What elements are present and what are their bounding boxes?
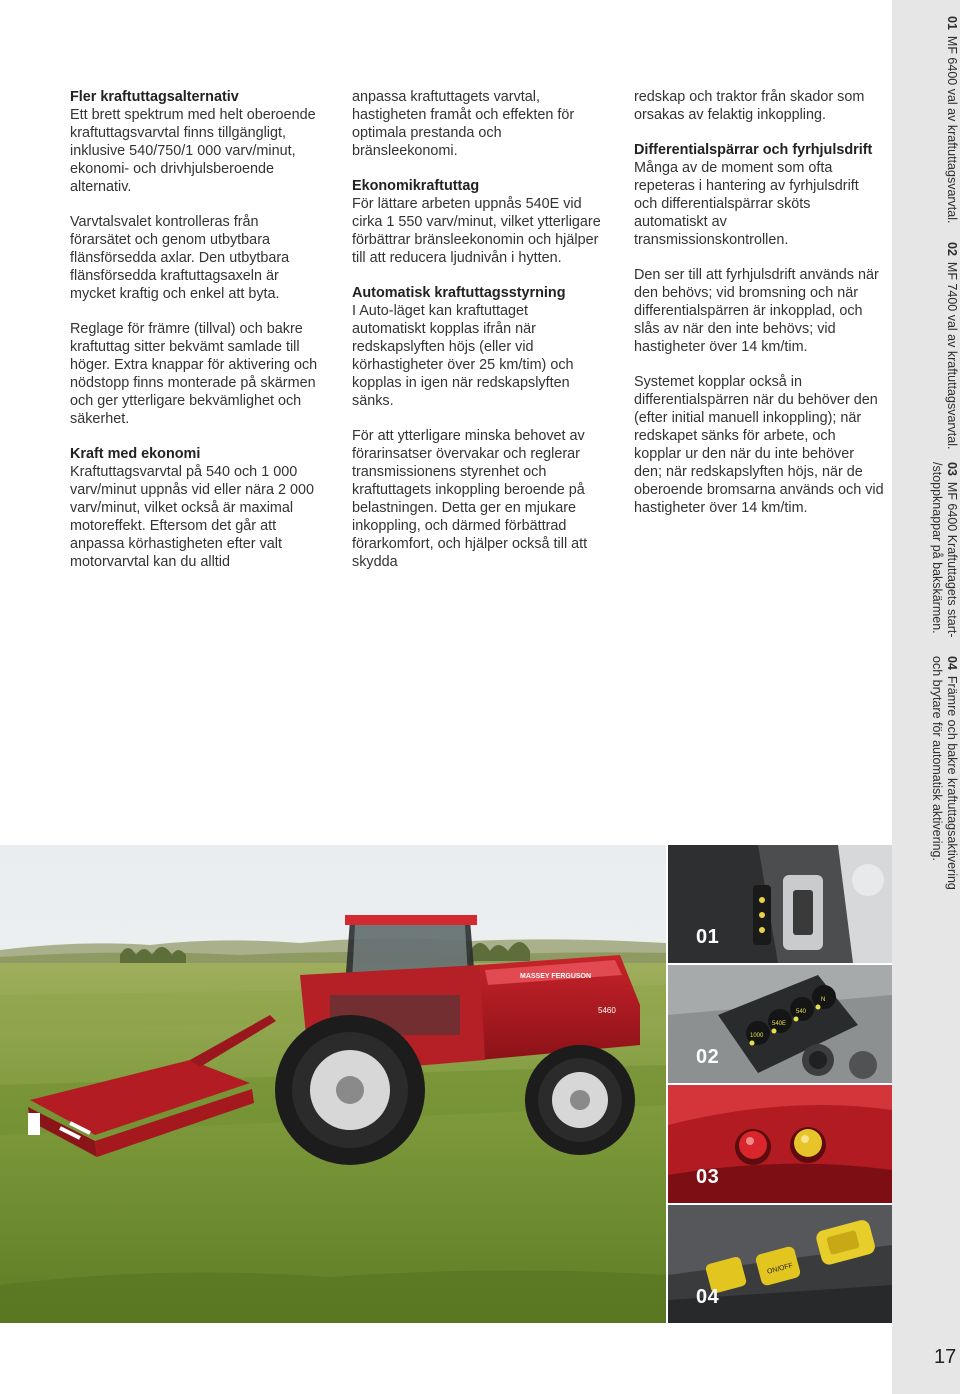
text-column-right xyxy=(634,88,884,534)
tractor-model: 5460 xyxy=(598,1006,616,1015)
heading-power-economy: Kraft med ekonomi xyxy=(70,446,201,462)
tractor-field-illustration xyxy=(0,845,666,1323)
panel-label-540: 540 xyxy=(796,1009,807,1015)
paragraph: Kraftuttagsvarvtal på 540 och 1 000 varv/minut uppnås vid eller nära 2 000 varv/minut, vilket också är maximal motoreffekt. Eftersom det går att anpassa körhastigheten efter valt motorvarvtal kan du alltid xyxy=(70,464,314,570)
heading-auto-pto: Automatisk kraftuttagsstyrning xyxy=(352,285,566,301)
paragraph: Systemet kopplar också in differentialspärren när du behöver den (efter initial manuell inkoppling); när redskapet sänks för arbete, och kopplar ur den när du inte behöver den; när redskapslyften höjs, när de oberoende bromsarna används och vid hastigheter över 14 km/tim. xyxy=(634,374,884,516)
caption-01: 01MF 6400 val av kraftuttagsvarvtal. xyxy=(945,16,959,224)
paragraph: redskap och traktor från skador som orsakas av felaktig inkoppling. xyxy=(634,89,865,123)
caption-04: 04Främre och bakre kraftuttagsaktivering och brytare för automatisk aktivering. xyxy=(930,656,959,890)
detail-photo-01 xyxy=(668,845,892,963)
detail-photo-04 xyxy=(668,1205,892,1323)
paragraph: För att ytterligare minska behovet av förarinsatser övervakar och reglerar transmissionens styrenhet och kraftuttagets inkoppling beroende på belastningen. Detta ger en mjukare inkoppling, och därmed förbättrad förarkomfort, och hjälper också till att skydda xyxy=(352,428,588,570)
heading-diff-lock: Differentialspärrar och fyrhjulsdrift xyxy=(634,142,873,158)
paragraph: Reglage för främre (tillval) och bakre kraftuttag sitter bekvämt samlade till höger. Extra knappar för aktivering och nödstopp finns monterade på skärmen och ger ytterligare bekvämlighet och säkerhet. xyxy=(70,321,318,427)
paragraph: Många av de moment som ofta repeteras i hantering av fyrhjulsdrift och differentialspärrar sköts automatiskt av transmissionskontrollen. xyxy=(634,160,859,248)
text-column-left xyxy=(70,88,320,588)
paragraph: I Auto-läget kan kraftuttaget automatiskt kopplas ifrån när redskapslyften höjs (eller vid körhastigheter över 25 km/tim) och kopplas in igen när redskapslyften sänks. xyxy=(352,303,574,409)
detail-photo-03 xyxy=(668,1085,892,1203)
paragraph: Ett brett spektrum med helt oberoende kraftuttagsvarvtal finns tillgängligt, inklusive 540/750/1 000 varv/minut, ekonomi- och drivhjulsberoende alternativ. xyxy=(70,107,316,195)
paragraph: Den ser till att fyrhjulsdrift används när den behövs; vid bromsning och när differentialspärren är inkopplad, och slås av när den inte behövs; vid hastigheter över 14 km/tim. xyxy=(634,267,879,355)
panel-label-1000: 1000 xyxy=(750,1033,764,1039)
tractor-photo xyxy=(0,845,666,1323)
caption-03: 03MF 6400 Kraftuttagets start- /stoppknappar på bakskärmen. xyxy=(930,462,959,638)
paragraph: Varvtalsvalet kontrolleras från förarsätet och genom utbytbara flänsförsedda axlar. Den utbytbara flänsförsedda kraftuttagsaxeln är mycket kraftig och enkel att byta. xyxy=(70,214,290,302)
page-number: 17 xyxy=(934,1346,957,1368)
paragraph: anpassa kraftuttagets varvtal, hastigheten framåt och effekten för optimala prestanda och bränsleekonomi. xyxy=(352,89,575,159)
heading-more-pto: Fler kraftuttagsalternativ xyxy=(70,89,239,105)
photo-label-01: 01 xyxy=(696,926,720,948)
caption-02: 02MF 7400 val av kraftuttagsvarvtal. xyxy=(945,242,959,450)
heading-eco-pto: Ekonomikraftuttag xyxy=(352,178,480,194)
detail-photo-02 xyxy=(668,965,892,1083)
photo-label-04: 04 xyxy=(696,1286,720,1308)
photo-captions xyxy=(925,16,959,916)
text-column-middle xyxy=(352,88,602,588)
photo-label-02: 02 xyxy=(696,1046,720,1068)
on-off-label: ON/OFF xyxy=(766,1262,794,1276)
tractor-brand: MASSEY FERGUSON xyxy=(520,973,592,980)
paragraph: För lättare arbeten uppnås 540E vid cirka 1 550 varv/minut, vilket ytterligare förbättrar bränsleekonomin och hjälper till att reducera ljudnivån i hytten. xyxy=(352,196,601,266)
photo-label-03: 03 xyxy=(696,1166,720,1188)
panel-label-540e: 540E xyxy=(772,1021,787,1027)
panel-label-n: N xyxy=(821,997,826,1003)
